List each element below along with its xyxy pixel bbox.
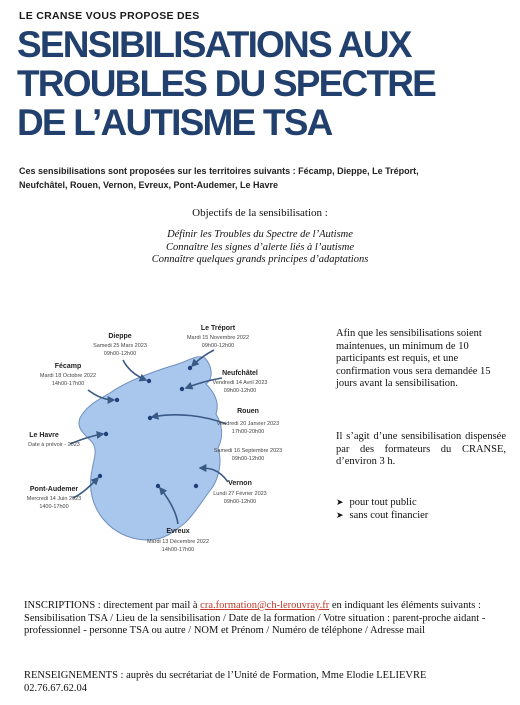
inscriptions-label: INSCRIPTIONS : xyxy=(24,600,101,611)
phone-number: 02.76.67.62.04 xyxy=(24,683,87,694)
label-le-treport xyxy=(187,325,249,349)
city-date: Samedi 25 Mars 2023 xyxy=(93,343,147,349)
city-name: Le Havre xyxy=(29,432,59,439)
page-title xyxy=(17,25,517,142)
inscriptions-text: directement par mail à xyxy=(100,600,201,611)
label-pont-audemer xyxy=(27,486,81,510)
title-line: TROUBLES DU SPECTRE xyxy=(17,63,436,104)
label-dieppe xyxy=(93,333,147,357)
city-time: 17h00-20h00 xyxy=(231,429,265,435)
city-time: 09h00-12h00 xyxy=(103,351,137,357)
city-time: 1400-17h00 xyxy=(39,504,69,510)
intro-line: Ces sensibilisations sont proposées sur les territoires suivants : Fécamp, Dieppe, Le Tréport, xyxy=(19,166,419,176)
city-name: Fécamp xyxy=(54,363,82,370)
intro-text xyxy=(19,164,509,192)
label-le-havre xyxy=(28,432,80,448)
list-item-text: sans cout financier xyxy=(349,509,429,521)
city-dot xyxy=(188,366,192,370)
city-name: Vernon xyxy=(228,480,252,487)
kicker-text: LE CRANSE VOUS PROPOSE DES xyxy=(19,10,200,22)
city-date: Vendredi 20 Janvier 2023 xyxy=(216,421,280,427)
objectives-list xyxy=(0,229,520,267)
city-name: Neufchâtel xyxy=(222,370,258,377)
objectives-heading: Objectifs de la sensibilisation : xyxy=(192,207,328,219)
city-dot xyxy=(194,484,198,488)
label-fecamp xyxy=(40,363,96,387)
city-name: Evreux xyxy=(166,528,190,535)
inscriptions-text: en indiquant les éléments suivants : Sensibilisation TSA / Lieu de la sensibilisation / Date de la formation / Votre situation : parent-proche aidant - professionnel - personne TSA ou autre / NOM et Prénom / Numéro de téléphone / Adresse mail xyxy=(24,600,486,636)
city-time: 14h00-17h00 xyxy=(51,381,85,387)
city-date: Mardi 15 Novembre 2022 xyxy=(186,335,250,341)
city-date: Mardi 18 Octobre 2022 xyxy=(39,373,97,379)
arrow-right-icon: ➤ xyxy=(336,498,344,508)
city-time: 14h00-17h00 xyxy=(161,547,195,553)
city-date: Samedi 16 Septembre 2023 xyxy=(213,448,283,454)
city-name: Dieppe xyxy=(108,333,132,340)
city-dot xyxy=(98,474,102,478)
duration-text: Il s’agit d’une sensibilisation dispensée par des formateurs du CRANSE, d’environ 3 h. xyxy=(336,431,506,467)
city-name: Rouen xyxy=(237,408,259,415)
list-item-text: pour tout public xyxy=(349,497,417,508)
renseignements-text: auprès du secrétariat de l’Unité de Formation, Mme Elodie LELIEVRE xyxy=(123,670,427,681)
city-name: Pont-Audemer xyxy=(29,486,79,493)
list-item xyxy=(336,497,506,510)
region-shape xyxy=(79,357,222,540)
city-dot xyxy=(147,379,151,383)
city-dot xyxy=(156,484,160,488)
city-date: Mercredi 14 Juin 2023 xyxy=(26,496,82,502)
city-time: 09h00-12h00 xyxy=(223,499,257,505)
arrow-right-icon: ➤ xyxy=(336,510,344,521)
city-dot xyxy=(104,432,108,436)
audience-list xyxy=(336,497,506,522)
city-dot xyxy=(115,398,119,402)
city-time: 09h00-12h00 xyxy=(201,343,235,349)
city-date: Date à prévoir - 2023 xyxy=(28,442,80,448)
city-date: Vendredi 14 Avril 2023 xyxy=(212,380,268,386)
email-link[interactable]: cra.formation@ch-lerouvray.fr xyxy=(200,600,330,611)
city-time: 09h00-12h00 xyxy=(223,388,257,394)
inscriptions-block xyxy=(24,600,504,638)
renseignements-line xyxy=(24,669,504,682)
city-dot xyxy=(180,387,184,391)
label-neufchatel xyxy=(213,370,268,394)
objective-item: Connaître les signes d’alerte liés à l’autisme xyxy=(165,241,354,253)
city-date: Lundi 27 Février 2023 xyxy=(213,491,267,497)
label-vernon xyxy=(213,480,267,505)
minimum-participants-text: Afin que les sensibilisations soient maintenues, un minimum de 10 participants est requis, et une confirmation vous sera demandée 15 jours avant la sensibilisation. xyxy=(336,328,491,389)
city-time: 09h00-12h00 xyxy=(231,456,265,462)
renseignements-block xyxy=(24,669,504,695)
city-name: Le Tréport xyxy=(200,325,236,332)
intro-line: Neufchâtel, Rouen, Vernon, Evreux, Pont-Audemer, Le Havre xyxy=(19,180,279,190)
objective-item: Connaître quelques grands principes d’adaptations xyxy=(151,254,369,265)
label-rouen xyxy=(214,408,283,462)
list-item xyxy=(336,510,506,523)
title-line: SENSIBILISATIONS AUX xyxy=(17,24,411,65)
region-map xyxy=(18,318,318,558)
city-date: Mardi 13 Décembre 2022 xyxy=(146,539,210,545)
objective-item: Définir les Troubles du Spectre de l’Autisme xyxy=(167,229,353,240)
title-line: DE L’AUTISME TSA xyxy=(17,102,332,143)
renseignements-label: RENSEIGNEMENTS : xyxy=(24,670,124,681)
city-dot xyxy=(148,416,152,420)
